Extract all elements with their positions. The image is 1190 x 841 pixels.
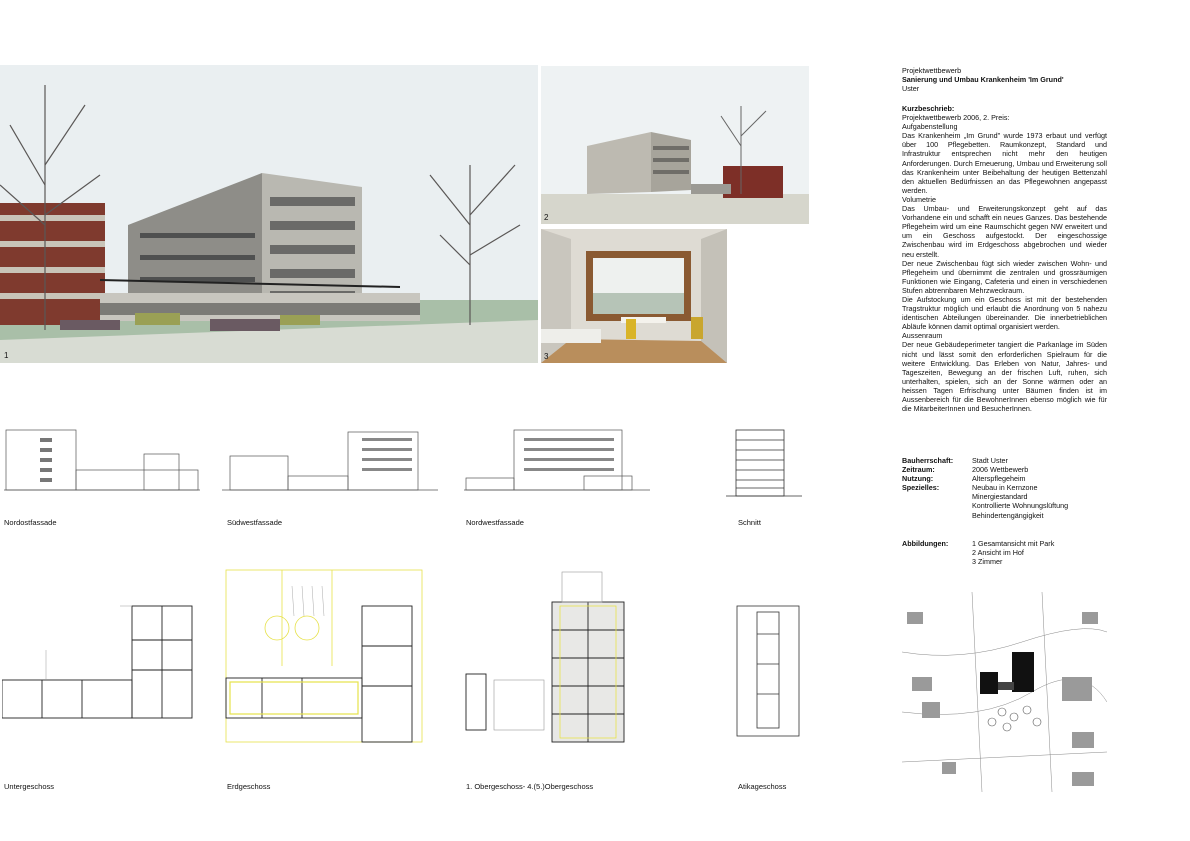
- fact-row: [902, 465, 1107, 474]
- fact-value: Alterspflegeheim: [972, 474, 1026, 484]
- render-room-view: [541, 229, 727, 363]
- image-number-3: 3: [544, 352, 549, 361]
- description-heading: Kurzbeschrieb:: [902, 104, 955, 113]
- figure-key: Abbildungen:: [902, 539, 949, 548]
- figure-key: [902, 548, 972, 557]
- figure-list: [902, 539, 1107, 566]
- fact-row: [902, 492, 1107, 501]
- fact-key: [902, 511, 972, 520]
- figure-value: 3 Zimmer: [972, 557, 1003, 567]
- label-suedwestfassade: Südwestfassade: [227, 518, 283, 527]
- image-number-1: 1: [4, 351, 9, 360]
- description-award: Projektwettbewerb 2006, 2. Preis:: [902, 113, 1010, 123]
- elevation-nordwest: [464, 424, 650, 494]
- fact-value: 2006 Wettbewerb: [972, 465, 1029, 475]
- render-courtyard-view: [541, 66, 809, 224]
- fact-key: Bauherrschaft:: [902, 456, 954, 465]
- fact-row: [902, 456, 1107, 465]
- fact-key: Zeitraum:: [902, 465, 935, 475]
- floorplan-untergeschoss: [2, 600, 198, 750]
- elevation-suedwest: [222, 424, 438, 494]
- floorplan-attikageschoss: [735, 604, 801, 740]
- header-line: Projektwettbewerb: [902, 66, 962, 75]
- figure-key: [902, 557, 972, 566]
- project-facts: [902, 456, 1107, 520]
- label-obergeschoss: 1. Obergeschoss- 4.(5.)Obergeschoss: [466, 782, 594, 791]
- figure-row: [902, 548, 1107, 557]
- fact-key: [902, 492, 972, 501]
- render-overall-view: [0, 65, 538, 363]
- label-schnitt: Schnitt: [738, 518, 761, 527]
- project-header: [902, 66, 1107, 93]
- section-heading-aufgabe: Aufgabenstellung: [902, 122, 958, 132]
- site-plan: [902, 592, 1107, 792]
- section-drawing: [726, 424, 802, 500]
- section-text-volumetrie-3: Die Aufstockung um ein Geschoss ist mit der bestehenden Tragstruktur möglich und erlaubt die Anordnung von 5 nahezu identischen Abteilungen übereinander. Die innerbetrieblichen Abläufe können damit optimal organisiert werden.: [902, 294, 1107, 332]
- fact-key: Nutzung:: [902, 474, 934, 484]
- fact-key: Spezielles:: [902, 483, 940, 493]
- fact-key: [902, 501, 972, 510]
- fact-value: Kontrollierte Wohnungslüftung: [972, 501, 1069, 511]
- section-heading-volumetrie: Volumetrie: [902, 194, 936, 204]
- image-number-2: 2: [544, 213, 549, 222]
- project-location: Uster: [902, 84, 920, 94]
- figure-row: [902, 539, 1107, 548]
- fact-row: [902, 501, 1107, 510]
- elevation-nordost: [4, 424, 200, 494]
- fact-value: Behindertengängigkeit: [972, 510, 1044, 520]
- project-title: Sanierung und Umbau Krankenheim 'Im Grund': [902, 75, 1064, 85]
- figure-value: 2 Ansicht im Hof: [972, 548, 1024, 558]
- section-text-volumetrie: Das Umbau- und Erweiterungskonzept geht auf das Vorhandene ein und schafft ein neues Ganzes. Das bestehende Pflegeheim wird um eine Raumschicht gegen NW erweitert und um ein Geschoss aufgestockt. Der eingeschossige Zwischenbau wird im Erdgeschoss abgebrochen und wieder neu erstellt.: [902, 204, 1107, 259]
- floorplan-erdgeschoss: [222, 566, 426, 746]
- section-text-aussenraum: Der neue Gebäudeperimeter tangiert die Parkanlage im Süden nicht und lässt somit den erforderlichen Spielraum für die weitere Entwicklung. Das Erleben von Natur, Jahres- und Tageszeiten, Bewegung an der frischen Luft, ruhen, sich unterhalten, spielen, sich an der Sonne wärmen oder an heissen Tagen Erfrischung unter Bäumen finden ist im Aussenbereich für die BewohnerInnen ebenso möglich wie für die MitarbeiterInnen und BesucherInnen.: [902, 340, 1107, 414]
- figure-value: 1 Gesamtansicht mit Park: [972, 539, 1055, 548]
- fact-row: [902, 483, 1107, 492]
- fact-value: Minergiestandard: [972, 492, 1028, 502]
- section-text-volumetrie-2: Der neue Zwischenbau fügt sich wieder zwischen Wohn- und Pflegeheim und übernimmt die zentralen und grossräumigen Funktionen wie Eingang, Cafeteria und einen in verschiedenen Stufen abtrennbaren Mehrzweckraum.: [902, 258, 1107, 295]
- floorplan-obergeschoss: [464, 570, 650, 746]
- label-nordostfassade: Nordostfassade: [4, 518, 57, 527]
- fact-row: [902, 474, 1107, 483]
- section-text-aufgabe: Das Krankenheim „Im Grund" wurde 1973 erbaut und verfügt über 100 Pflegebetten. Raumkonzept, Standard und Infrastruktur entsprechen nicht mehr den heutigen Anforderungen. Durch Erneuerung, Umbau und Erweiterung soll das Krankenheim unter Beibehaltung der heutigen Bettenzahl den aktuellen Bedürfnissen an das Pflegewohnen angepasst werden.: [902, 131, 1107, 195]
- figure-row: [902, 557, 1107, 566]
- fact-value: Stadt Uster: [972, 456, 1008, 465]
- label-nordwestfassade: Nordwestfassade: [466, 518, 524, 527]
- label-attikageschoss: Atikageschoss: [738, 782, 787, 791]
- fact-value: Neubau in Kernzone: [972, 483, 1038, 493]
- label-untergeschoss: Untergeschoss: [4, 782, 55, 791]
- project-description: [902, 104, 1107, 413]
- fact-row: [902, 511, 1107, 520]
- section-heading-aussenraum: Aussenraum: [902, 331, 943, 341]
- label-erdgeschoss: Erdgeschoss: [227, 782, 271, 791]
